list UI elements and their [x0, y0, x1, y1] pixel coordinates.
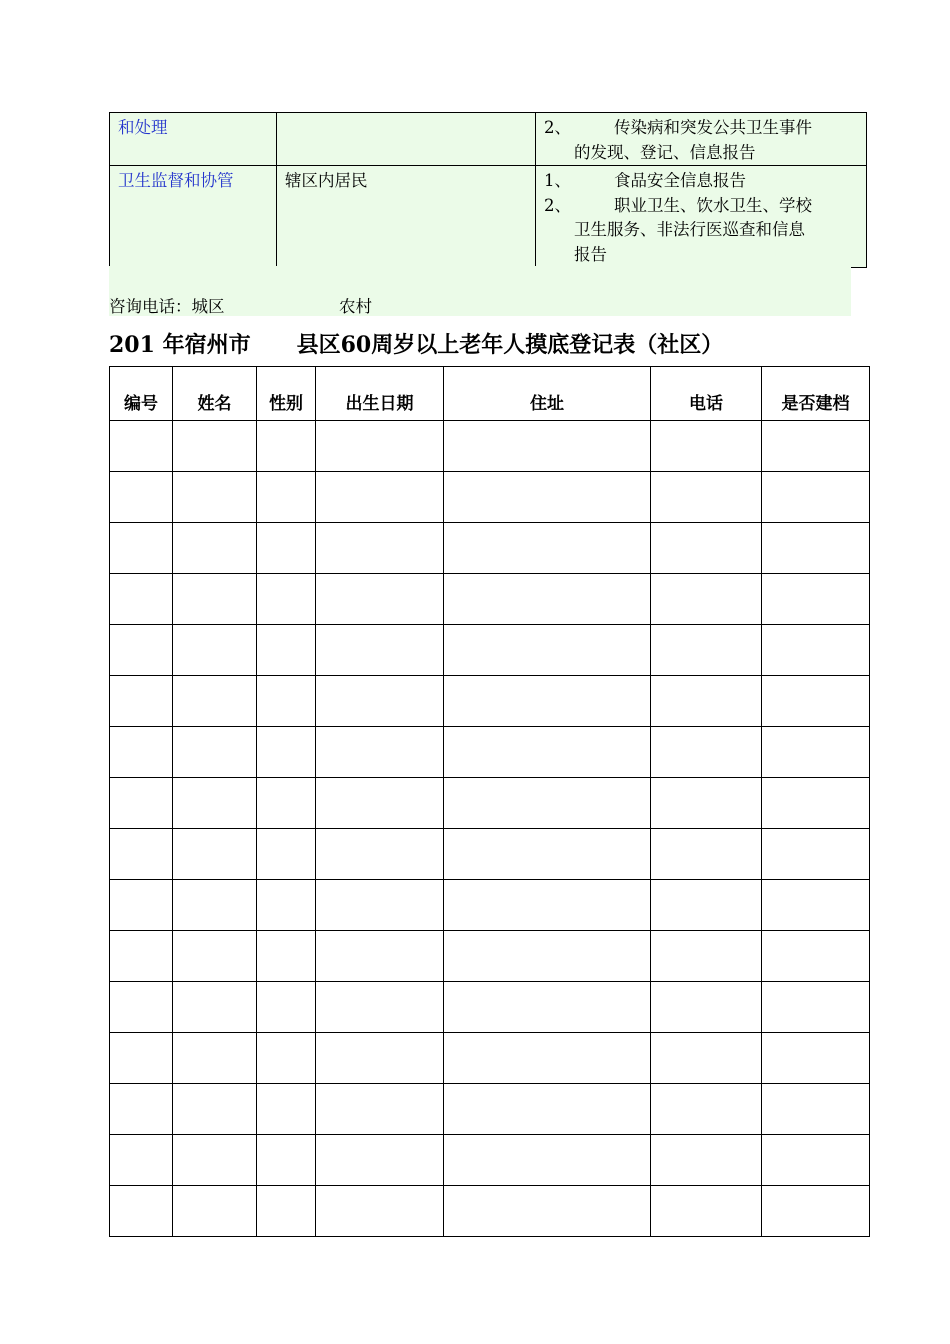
table-cell [444, 472, 651, 523]
col-header-birthdate: 出生日期 [316, 367, 444, 421]
table-cell [257, 523, 316, 574]
title-year-city: 201 年宿州市 [109, 332, 251, 358]
table-row [110, 1084, 870, 1135]
table-cell [110, 676, 173, 727]
table-cell [257, 727, 316, 778]
table-row [110, 880, 870, 931]
table-row [110, 1135, 870, 1186]
service-row [110, 113, 867, 166]
service-row [110, 166, 867, 268]
service-category: 和处理 [110, 113, 277, 166]
service-target: 辖区内居民 [277, 166, 536, 268]
table-cell [257, 1186, 316, 1237]
table-cell [173, 982, 257, 1033]
table-cell [762, 778, 870, 829]
table-row [110, 829, 870, 880]
table-cell [651, 1135, 762, 1186]
table-row [110, 523, 870, 574]
item-number: 2、 [544, 195, 571, 215]
col-header-address: 住址 [444, 367, 651, 421]
title-main: 县区60周岁以上老年人摸底登记表（社区） [296, 332, 724, 358]
table-cell [257, 625, 316, 676]
table-cell [173, 778, 257, 829]
table-row [110, 1186, 870, 1237]
service-items [536, 113, 867, 166]
service-item [544, 116, 858, 141]
table-cell [257, 1084, 316, 1135]
table-cell [444, 778, 651, 829]
service-item [544, 169, 858, 194]
table-cell [173, 676, 257, 727]
table-cell [651, 931, 762, 982]
service-table [109, 112, 867, 268]
service-items [536, 166, 867, 268]
item-text: 职业卫生、饮水卫生、学校 [614, 195, 812, 215]
table-cell [110, 982, 173, 1033]
table-cell [110, 931, 173, 982]
table-cell [257, 982, 316, 1033]
table-cell [110, 523, 173, 574]
table-row [110, 1033, 870, 1084]
table-cell [444, 421, 651, 472]
table-cell [762, 625, 870, 676]
col-header-archived: 是否建档 [762, 367, 870, 421]
table-cell [762, 1033, 870, 1084]
page-title [109, 328, 723, 359]
item-number: 1、 [544, 171, 571, 190]
table-cell [316, 1084, 444, 1135]
table-cell [110, 421, 173, 472]
table-cell [651, 727, 762, 778]
table-cell [316, 472, 444, 523]
table-cell [257, 574, 316, 625]
table-row [110, 982, 870, 1033]
table-cell [173, 880, 257, 931]
table-cell [316, 574, 444, 625]
table-cell [762, 880, 870, 931]
col-header-gender: 性别 [257, 367, 316, 421]
table-cell [316, 625, 444, 676]
table-cell [110, 829, 173, 880]
table-cell [173, 727, 257, 778]
table-cell [110, 625, 173, 676]
table-cell [257, 1135, 316, 1186]
phone-label-urban: 咨询电话：城区 [109, 297, 225, 316]
table-cell [173, 829, 257, 880]
table-cell [257, 829, 316, 880]
table-cell [257, 880, 316, 931]
table-cell [444, 1084, 651, 1135]
table-cell [444, 829, 651, 880]
table-cell [762, 421, 870, 472]
table-row [110, 421, 870, 472]
table-cell [173, 931, 257, 982]
table-row [110, 472, 870, 523]
col-header-number: 编号 [110, 367, 173, 421]
table-cell [257, 778, 316, 829]
table-cell [762, 931, 870, 982]
table-cell [444, 625, 651, 676]
table-cell [444, 931, 651, 982]
table-row [110, 574, 870, 625]
table-cell [651, 1084, 762, 1135]
table-cell [444, 727, 651, 778]
table-cell [651, 523, 762, 574]
table-cell [257, 472, 316, 523]
service-item [544, 194, 858, 219]
table-cell [257, 931, 316, 982]
table-cell [762, 727, 870, 778]
table-cell [444, 574, 651, 625]
service-category: 卫生监督和协管 [110, 166, 277, 268]
table-cell [651, 472, 762, 523]
table-cell [110, 1033, 173, 1084]
table-cell [173, 574, 257, 625]
table-cell [651, 1033, 762, 1084]
table-cell [110, 472, 173, 523]
register-header-row [110, 367, 870, 421]
table-cell [173, 472, 257, 523]
table-cell [316, 778, 444, 829]
table-cell [444, 523, 651, 574]
phone-label-rural: 农村 [339, 297, 372, 316]
table-cell [762, 574, 870, 625]
table-cell [316, 931, 444, 982]
table-cell [762, 1186, 870, 1237]
table-cell [316, 1135, 444, 1186]
table-cell [762, 523, 870, 574]
table-row [110, 931, 870, 982]
table-cell [316, 676, 444, 727]
item-number: 2、 [544, 118, 571, 137]
table-row [110, 625, 870, 676]
table-cell [316, 421, 444, 472]
item-text: 食品安全信息报告 [614, 171, 746, 190]
table-cell [316, 829, 444, 880]
table-cell [110, 574, 173, 625]
table-cell [651, 982, 762, 1033]
table-cell [651, 625, 762, 676]
table-cell [444, 1186, 651, 1237]
table-cell [257, 1033, 316, 1084]
table-cell [762, 1084, 870, 1135]
table-cell [110, 880, 173, 931]
table-cell [651, 676, 762, 727]
table-row [110, 778, 870, 829]
table-cell [110, 1135, 173, 1186]
table-cell [110, 727, 173, 778]
table-cell [316, 1033, 444, 1084]
table-cell [316, 523, 444, 574]
table-row [110, 727, 870, 778]
col-header-name: 姓名 [173, 367, 257, 421]
table-cell [173, 1033, 257, 1084]
table-cell [110, 778, 173, 829]
table-cell [444, 1033, 651, 1084]
table-cell [444, 676, 651, 727]
col-header-phone: 电话 [651, 367, 762, 421]
table-cell [173, 625, 257, 676]
table-cell [173, 1186, 257, 1237]
consult-phone [109, 266, 851, 316]
table-cell [762, 472, 870, 523]
table-cell [316, 880, 444, 931]
table-cell [651, 1186, 762, 1237]
service-target [277, 113, 536, 166]
table-cell [444, 1135, 651, 1186]
table-cell [257, 421, 316, 472]
register-table [109, 366, 870, 1237]
table-cell [762, 829, 870, 880]
item-text-cont: 报告 [574, 244, 607, 264]
table-cell [173, 1084, 257, 1135]
table-cell [173, 421, 257, 472]
table-cell [651, 574, 762, 625]
table-cell [316, 982, 444, 1033]
table-cell [444, 982, 651, 1033]
table-cell [316, 727, 444, 778]
table-cell [173, 523, 257, 574]
table-row [110, 676, 870, 727]
item-text: 传染病和突发公共卫生事件 [614, 118, 812, 137]
table-cell [762, 1135, 870, 1186]
item-text-cont: 的发现、登记、信息报告 [574, 142, 756, 162]
table-cell [110, 1186, 173, 1237]
table-cell [651, 778, 762, 829]
table-cell [651, 421, 762, 472]
table-cell [316, 1186, 444, 1237]
table-cell [651, 829, 762, 880]
table-cell [651, 880, 762, 931]
table-cell [444, 880, 651, 931]
table-cell [173, 1135, 257, 1186]
table-cell [257, 676, 316, 727]
register-body [110, 421, 870, 1237]
table-cell [110, 1084, 173, 1135]
table-cell [762, 676, 870, 727]
table-cell [762, 982, 870, 1033]
item-text-cont: 卫生服务、非法行医巡查和信息 [574, 220, 805, 239]
